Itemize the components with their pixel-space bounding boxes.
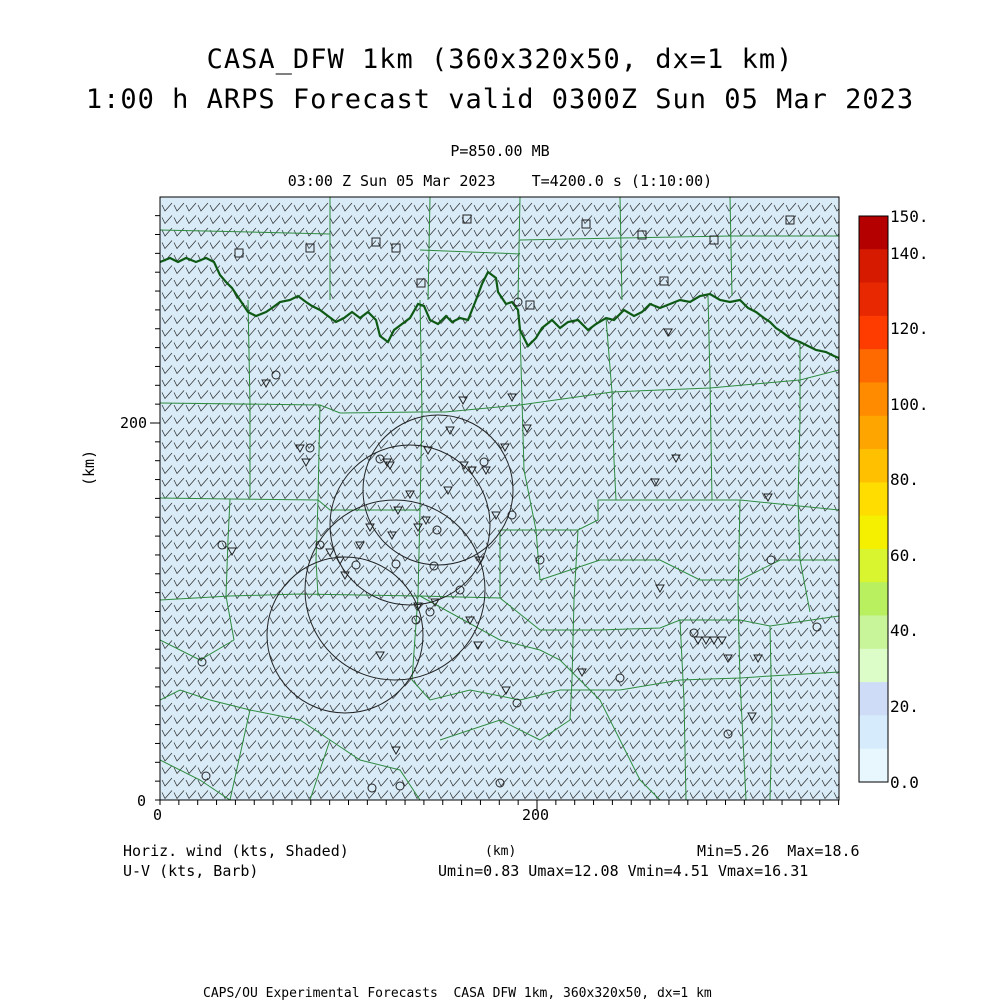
uv-stats: Umin=0.83 Umax=12.08 Vmin=4.51 Vmax=16.31 [438, 862, 809, 880]
valid-time: 03:00 Z Sun 05 Mar 2023 T=4200.0 s (1:10:00) [287, 172, 713, 190]
chart-title-line1: CASA_DFW 1km (360x320x50, dx=1 km) [206, 44, 794, 75]
colorbar-swatch [859, 316, 888, 350]
colorbar-swatch [859, 649, 888, 683]
colorbar [859, 216, 888, 783]
colorbar-label: 20. [890, 697, 919, 716]
colorbar-swatch [859, 383, 888, 417]
colorbar-swatch [859, 449, 888, 483]
colorbar-label: 150. [890, 207, 929, 226]
colorbar-swatch [859, 283, 888, 317]
colorbar-swatch [859, 482, 888, 516]
colorbar-swatch [859, 749, 888, 783]
colorbar-label: 80. [890, 470, 919, 489]
y-axis-label: (km) [80, 449, 98, 486]
credit-line: CAPS/OU Experimental Forecasts CASA DFW 1km, 360x320x50, dx=1 km [203, 986, 712, 1001]
colorbar-label: 40. [890, 621, 919, 640]
barb-legend: U-V (kts, Barb) [123, 862, 259, 880]
colorbar-swatch [859, 682, 888, 716]
colorbar-label: 100. [890, 395, 929, 414]
x-axis-label: (km) [485, 844, 517, 859]
colorbar-swatch [859, 416, 888, 450]
colorbar-label: 60. [890, 546, 919, 565]
x-tick-200: 200 [522, 806, 550, 824]
colorbar-label: 120. [890, 319, 929, 338]
colorbar-label: 140. [890, 244, 929, 263]
colorbar-swatch [859, 216, 888, 250]
colorbar-swatch [859, 516, 888, 550]
colorbar-swatch [859, 715, 888, 749]
colorbar-swatch [859, 582, 888, 616]
min-max-stats: Min=5.26 Max=18.6 [697, 842, 860, 860]
chart-title-line2: 1:00 h ARPS Forecast valid 0300Z Sun 05 Mar 2023 [85, 84, 915, 115]
x-tick-0: 0 [153, 806, 163, 824]
shading-legend: Horiz. wind (kts, Shaded) [123, 842, 349, 860]
pressure-level: P=850.00 MB [450, 142, 550, 160]
colorbar-swatch [859, 349, 888, 383]
colorbar-swatch [859, 616, 888, 650]
colorbar-label: 0.0 [890, 773, 919, 792]
y-tick-200: 200 [120, 414, 148, 432]
colorbar-swatch [859, 249, 888, 283]
colorbar-swatch [859, 549, 888, 583]
y-tick-0: 0 [137, 792, 147, 810]
